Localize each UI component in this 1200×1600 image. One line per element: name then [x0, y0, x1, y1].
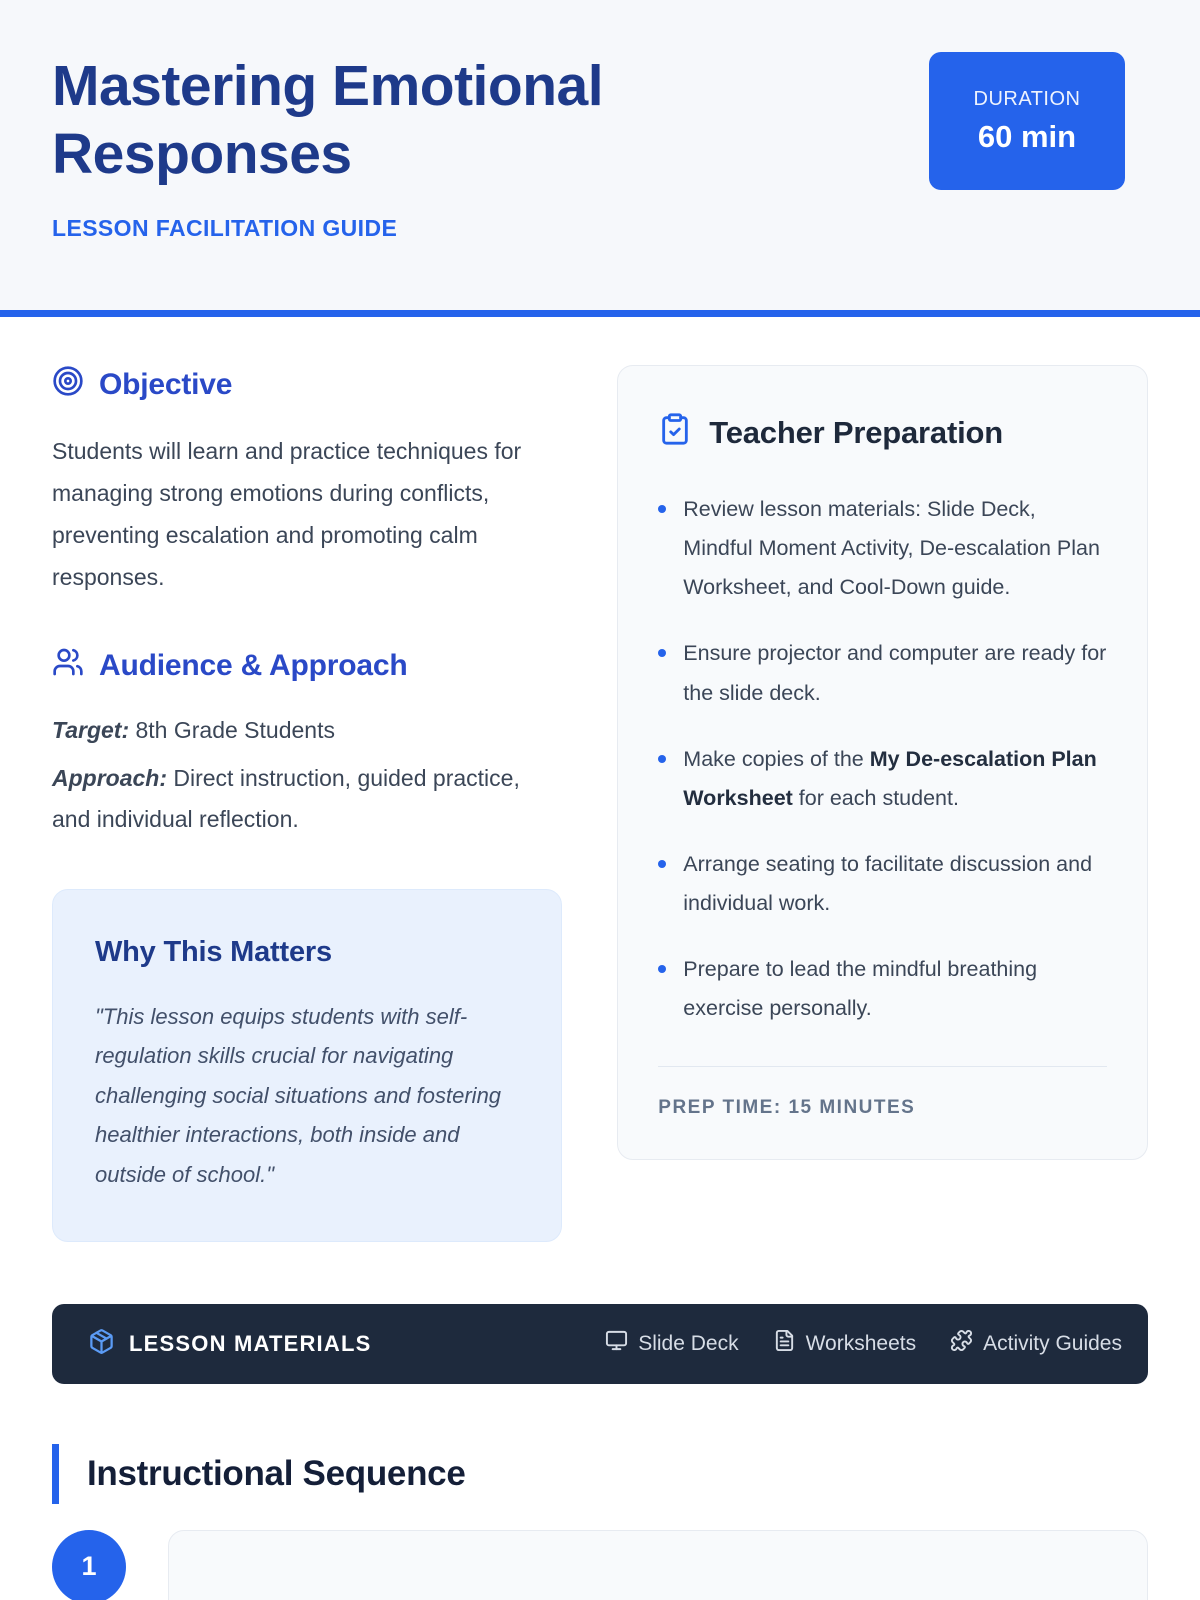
clipboard-check-icon [658, 412, 692, 454]
lesson-materials-bar [52, 1304, 1148, 1384]
list-item [658, 490, 1107, 607]
approach-value: Direct instruction, guided practice, and individual reflection. [52, 764, 520, 833]
material-worksheets[interactable] [773, 1329, 917, 1358]
prep-item-text: Review lesson materials: Slide Deck, Mindful Moment Activity, De-escalation Plan Worksheet, and Cool-Down guide. [683, 497, 1100, 600]
bullet-icon [658, 505, 666, 513]
duration-value: 60 min [977, 118, 1077, 154]
prep-item-text: Make copies of the My De-escalation Plan Worksheet for each student. [683, 746, 1097, 810]
prep-list [658, 490, 1107, 1028]
prep-heading-row [658, 412, 1107, 454]
divider [658, 1066, 1107, 1067]
two-column-grid [52, 365, 1148, 1242]
bullet-icon [658, 860, 666, 868]
audience-heading: Audience & Approach [99, 649, 408, 683]
why-quote: "This lesson equips students with self-regulation skills crucial for navigating challenging social situations and fostering healthier interactions, both inside and outside of school." [95, 1003, 502, 1187]
audience-section [52, 646, 562, 840]
prep-item-text: Arrange seating to facilitate discussion and individual work. [683, 851, 1093, 915]
target-line [52, 710, 562, 751]
materials-title-group [88, 1328, 371, 1360]
instructional-sequence-heading: Instructional Sequence [52, 1444, 1148, 1504]
why-heading: Why This Matters [95, 935, 332, 968]
list-item [658, 634, 1107, 712]
objective-heading: Objective [99, 368, 233, 401]
teacher-preparation-card [617, 365, 1148, 1160]
material-slide-deck[interactable] [605, 1329, 738, 1358]
page-title: Mastering Emotional Responses [52, 54, 604, 187]
monitor-icon [605, 1329, 628, 1358]
prep-heading: Teacher Preparation [709, 415, 1003, 450]
file-text-icon [773, 1329, 796, 1358]
step-row-1 [52, 1530, 1148, 1600]
header [0, 0, 1200, 317]
target-icon [52, 365, 84, 405]
approach-line [52, 758, 562, 841]
bullet-icon [658, 755, 666, 763]
prep-time-label: PREP TIME: 15 MINUTES [658, 1097, 916, 1119]
main-content [0, 365, 1200, 1600]
list-item [658, 845, 1107, 923]
left-column [52, 365, 562, 1242]
materials-items [605, 1329, 1122, 1358]
objective-heading-row [52, 365, 562, 405]
package-icon [88, 1328, 115, 1360]
why-this-matters-card [52, 889, 562, 1242]
material-label: Worksheets [805, 1331, 917, 1355]
duration-badge [929, 52, 1125, 190]
step-card [168, 1530, 1148, 1600]
prep-item-text: Ensure projector and computer are ready for the slide deck. [683, 641, 1107, 705]
material-label: Slide Deck [638, 1331, 739, 1355]
target-label: Target: [52, 717, 130, 744]
page-subtitle: LESSON FACILITATION GUIDE [52, 214, 398, 241]
material-label: Activity Guides [983, 1331, 1122, 1355]
audience-heading-row [52, 646, 562, 686]
bullet-icon [658, 965, 666, 973]
list-item [658, 740, 1107, 818]
prep-item-text: Prepare to lead the mindful breathing exercise personally. [683, 957, 1038, 1021]
step-number-badge: 1 [52, 1530, 126, 1600]
bullet-icon [658, 649, 666, 657]
objective-body: Students will learn and practice techniques for managing strong emotions during conflicts, preventing escalation and promoting calm responses. [52, 438, 522, 590]
materials-heading: LESSON MATERIALS [129, 1330, 372, 1356]
approach-label: Approach: [52, 764, 167, 791]
puzzle-icon [950, 1329, 973, 1358]
list-item [658, 950, 1107, 1028]
material-activity-guides[interactable] [950, 1329, 1122, 1358]
users-icon [52, 646, 84, 686]
duration-label: DURATION [973, 87, 1081, 110]
target-value: 8th Grade Students [129, 717, 335, 744]
